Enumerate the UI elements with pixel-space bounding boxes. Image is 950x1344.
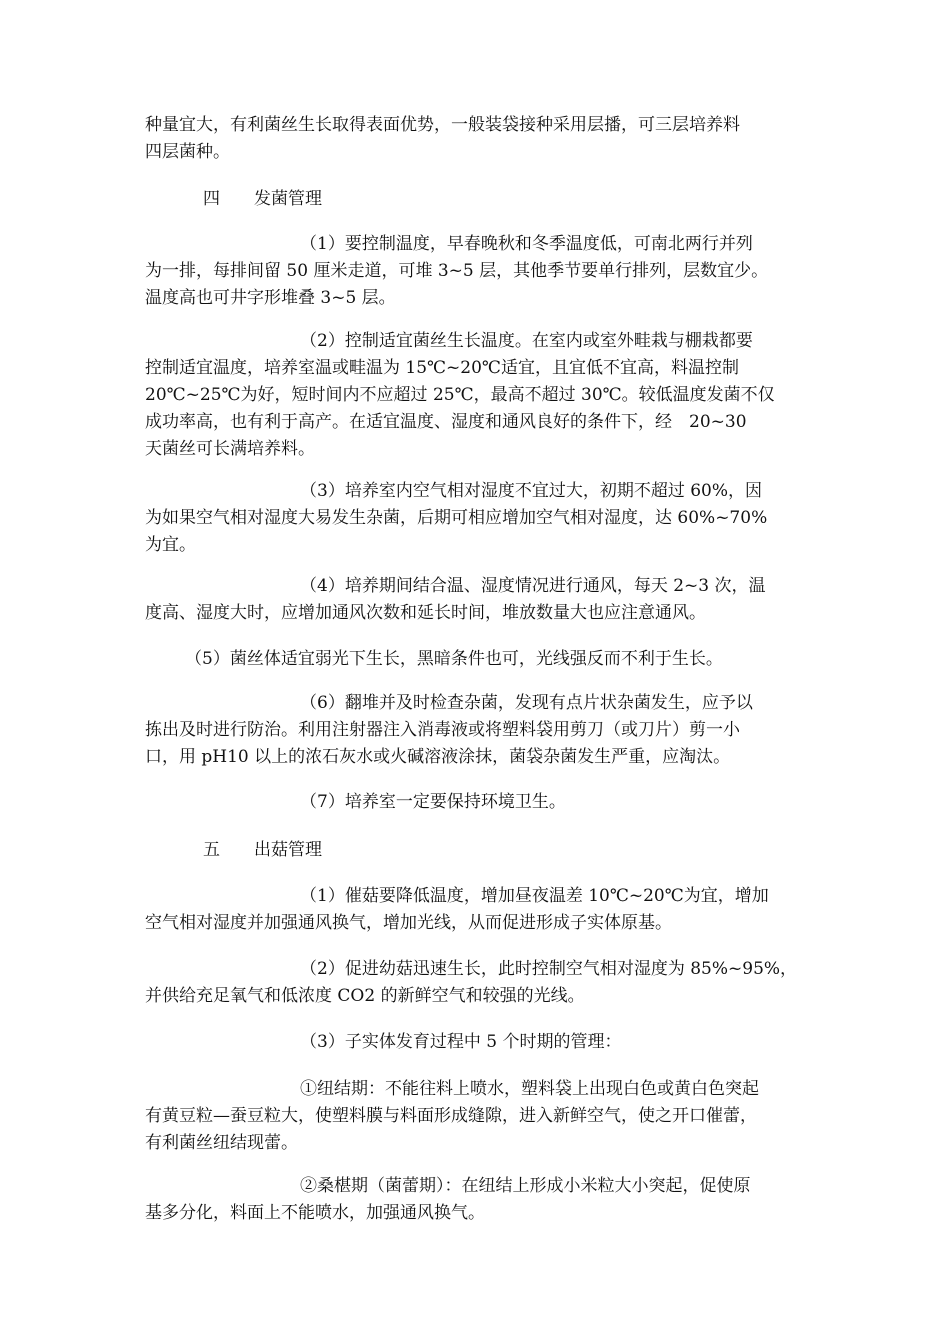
paragraph-5-3b <box>145 1173 810 1227</box>
text-line: （5）菌丝体适宜弱光下生长，黑暗条件也可，光线强反而不利于生长。 <box>185 649 723 669</box>
text-line: （1）要控制温度，早春晚秋和冬季温度低，可南北两行并列 <box>300 234 753 254</box>
text-line: （3）子实体发育过程中 5 个时期的管理： <box>300 1032 622 1052</box>
text-line: 为如果空气相对湿度大易发生杂菌，后期可相应增加空气相对湿度，达 60%~70% <box>145 508 768 528</box>
paragraph-5-2 <box>145 956 810 1010</box>
text-line: 五 出菇管理 <box>203 840 322 860</box>
text-line: 为一排，每排间留 50 厘米走道，可堆 3~5 层，其他季节要单行排列，层数宜少。 <box>145 261 769 281</box>
text-line: 四层菌种。 <box>145 142 230 162</box>
text-line: 有黄豆粒—蚕豆粒大，使塑料膜与料面形成缝隙，进入新鲜空气，使之开口催蕾， <box>145 1106 757 1126</box>
paragraph-4-3 <box>145 478 810 559</box>
text-line: （6）翻堆并及时检查杂菌，发现有点片状杂菌发生，应予以 <box>300 693 753 713</box>
text-line: （1）催菇要降低温度，增加昼夜温差 10℃~20℃为宜，增加 <box>300 886 769 906</box>
paragraph-5-3a <box>145 1076 810 1157</box>
text-line: ①纽结期：不能往料上喷水，塑料袋上出现白色或黄白色突起 <box>300 1079 759 1099</box>
paragraph-5-1 <box>145 883 810 937</box>
text-line: 口，用 pH10 以上的浓石灰水或火碱溶液涂抹，菌袋杂菌发生严重，应淘汰。 <box>145 747 731 767</box>
paragraph-4-6 <box>145 690 810 771</box>
text-line: （3）培养室内空气相对湿度不宜过大，初期不超过 60%，因 <box>300 481 763 501</box>
text-line: ②桑椹期（菌蕾期）：在纽结上形成小米粒大小突起，促使原 <box>300 1176 751 1196</box>
text-line: 空气相对湿度并加强通风换气，增加光线，从而促进形成子实体原基。 <box>145 913 672 933</box>
section-heading-4 <box>145 186 868 213</box>
text-line: 拣出及时进行防治。利用注射器注入消毒液或将塑料袋用剪刀（或刀片）剪一小 <box>145 720 740 740</box>
paragraph-4-5 <box>145 646 810 673</box>
text-line: 温度高也可井字形堆叠 3~5 层。 <box>145 288 396 308</box>
text-line: 天菌丝可长满培养料。 <box>145 439 315 459</box>
text-line: 有利菌丝纽结现蕾。 <box>145 1133 298 1153</box>
paragraph-intro <box>145 112 810 166</box>
text-line: 为宜。 <box>145 535 196 555</box>
section-heading-5 <box>145 837 868 864</box>
paragraph-4-7 <box>145 789 810 816</box>
paragraph-4-4 <box>145 573 810 627</box>
paragraph-4-1 <box>145 231 810 312</box>
text-line: 成功率高，也有利于高产。在适宜温度、湿度和通风良好的条件下，经 20~30 <box>145 412 747 432</box>
text-line: 度高、湿度大时，应增加通风次数和延长时间，堆放数量大也应注意通风。 <box>145 603 706 623</box>
text-line: （7）培养室一定要保持环境卫生。 <box>300 792 566 812</box>
text-line: 并供给充足氧气和低浓度 CO2 的新鲜空气和较强的光线。 <box>145 986 585 1006</box>
text-line: （2）促进幼菇迅速生长，此时控制空气相对湿度为 85%~95%， <box>300 959 798 979</box>
paragraph-5-3 <box>145 1029 810 1056</box>
text-line: 种量宜大，有利菌丝生长取得表面优势，一般装袋接种采用层播，可三层培养料 <box>145 115 740 135</box>
text-line: （4）培养期间结合温、湿度情况进行通风，每天 2~3 次，温 <box>300 576 766 596</box>
text-line: 基多分化，料面上不能喷水，加强通风换气。 <box>145 1203 485 1223</box>
text-line: （2）控制适宜菌丝生长温度。在室内或室外畦栽与棚栽都要 <box>300 331 753 351</box>
paragraph-4-2 <box>145 328 810 463</box>
text-line: 20℃~25℃为好，短时间内不应超过 25℃，最高不超过 30℃。较低温度发菌不仅 <box>145 385 775 405</box>
text-line: 四 发菌管理 <box>203 189 322 209</box>
text-line: 控制适宜温度，培养室温或畦温为 15℃~20℃适宜，且宜低不宜高，料温控制 <box>145 358 739 378</box>
